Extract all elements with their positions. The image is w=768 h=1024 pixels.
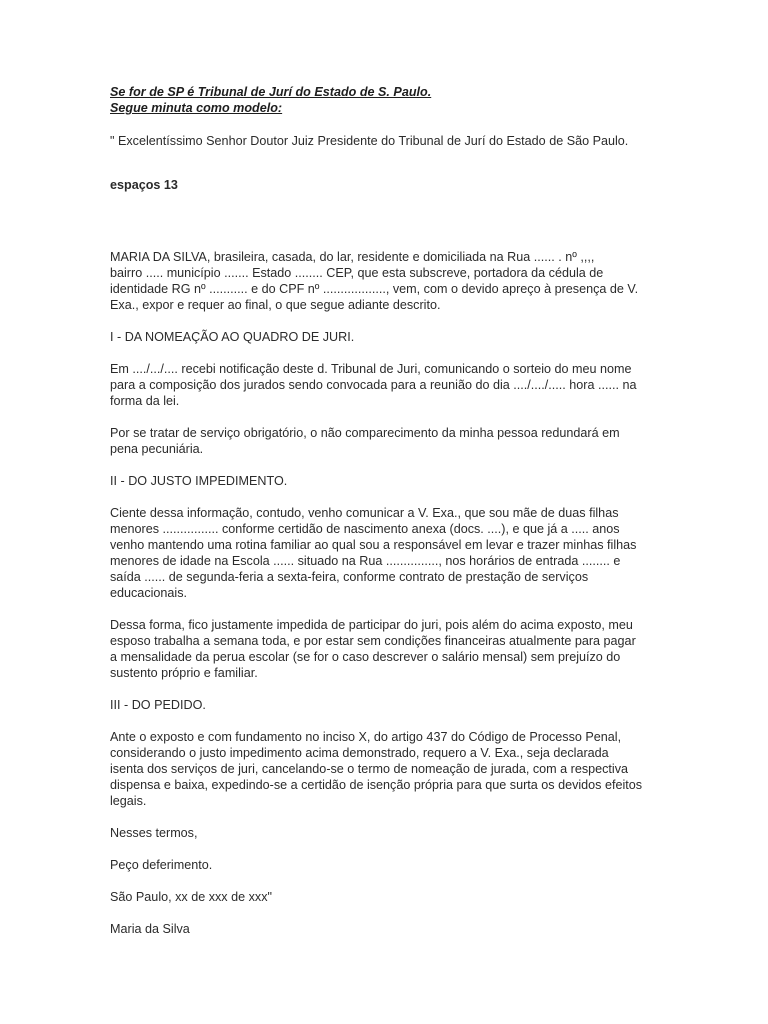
- paragraph-line: forma da lei.: [110, 394, 180, 408]
- paragraph-line: bairro ..... município ....... Estado ........ CEP, que esta subscreve, portadora da cédula de: [110, 266, 604, 280]
- paragraph-line: esposo trabalha a semana toda, e por estar sem condições financeiras atualmente para pagar: [110, 634, 636, 648]
- closing-terms: Nesses termos,: [110, 826, 198, 840]
- paragraph-line: legais.: [110, 794, 147, 808]
- pedido-paragraph: [110, 729, 665, 809]
- paragraph-line: para a composição dos jurados sendo convocada para a reunião do dia ..../..../..... hora ...... na: [110, 378, 637, 392]
- paragraph-line: MARIA DA SILVA, brasileira, casada, do lar, residente e domiciliada na Rua ...... . nº ,,,,: [110, 250, 595, 264]
- paragraph-line: saída ...... de segunda-feria a sexta-feira, conforme contrato de prestação de serviços: [110, 570, 589, 584]
- nomeacao-paragraph-1: [110, 361, 665, 409]
- paragraph-line: menores ................ conforme certidão de nascimento anexa (docs. ....), e que já a ..... anos: [110, 522, 620, 536]
- paragraph-line: sustento próprio e familiar.: [110, 666, 258, 680]
- nomeacao-paragraph-2: [110, 425, 665, 457]
- qualification-paragraph: [110, 249, 665, 313]
- spacing-note: espaços 13: [110, 178, 178, 192]
- section-title-nomeacao: I - DA NOMEAÇÃO AO QUADRO DE JURI.: [110, 330, 355, 344]
- paragraph-line: a mensalidade da perua escolar (se for o caso descrever o salário mensal) sem prejuízo do: [110, 650, 621, 664]
- paragraph-line: isenta dos serviços de juri, cancelando-se o termo de nomeação de jurada, com a respectiva: [110, 762, 629, 776]
- paragraph-line: Por se tratar de serviço obrigatório, o não comparecimento da minha pessoa redundará em: [110, 426, 620, 440]
- paragraph-line: venho mantendo uma rotina familiar ao qual sou a responsável em levar e trazer minhas filhas: [110, 538, 637, 552]
- paragraph-line: Dessa forma, fico justamente impedida de participar do juri, pois além do acima exposto, meu: [110, 618, 633, 632]
- paragraph-line: educacionais.: [110, 586, 188, 600]
- paragraph-line: Em ..../.../.... recebi notificação deste d. Tribunal de Juri, comunicando o sorteio do meu nome: [110, 362, 632, 376]
- paragraph-line: identidade RG nº ........... e do CPF nº .................., vem, com o devido apreço à presença de V.: [110, 282, 639, 296]
- closing-request: Peço deferimento.: [110, 858, 213, 872]
- signature-name: Maria da Silva: [110, 922, 190, 936]
- impedimento-paragraph-1: [110, 505, 665, 601]
- header-line-1: Se for de SP é Tribunal de Jurí do Estado de S. Paulo.: [110, 85, 432, 99]
- document-page: [110, 84, 665, 937]
- paragraph-line: considerando o justo impedimento acima demonstrado, requero a V. Exa., seja declarada: [110, 746, 609, 760]
- paragraph-line: menores de idade na Escola ...... situado na Rua ..............., nos horários de entrada ........ e: [110, 554, 621, 568]
- paragraph-line: Ciente dessa informação, contudo, venho comunicar a V. Exa., que sou mãe de duas filhas: [110, 506, 619, 520]
- paragraph-line: dispensa e baixa, expedindo-se a certidão de isenção própria para que surta os devidos efeitos: [110, 778, 643, 792]
- paragraph-line: Ante o exposto e com fundamento no inciso X, do artigo 437 do Código de Processo Penal,: [110, 730, 622, 744]
- greeting: " Excelentíssimo Senhor Doutor Juiz Presidente do Tribunal de Jurí do Estado de São Paulo.: [110, 134, 629, 148]
- paragraph-line: pena pecuniária.: [110, 442, 204, 456]
- section-title-impedimento: II - DO JUSTO IMPEDIMENTO.: [110, 474, 288, 488]
- impedimento-paragraph-2: [110, 617, 665, 681]
- header-line-2: Segue minuta como modelo:: [110, 101, 283, 115]
- paragraph-line: Exa., expor e requer ao final, o que segue adiante descrito.: [110, 298, 441, 312]
- section-title-pedido: III - DO PEDIDO.: [110, 698, 206, 712]
- closing-place-date: São Paulo, xx de xxx de xxx": [110, 890, 272, 904]
